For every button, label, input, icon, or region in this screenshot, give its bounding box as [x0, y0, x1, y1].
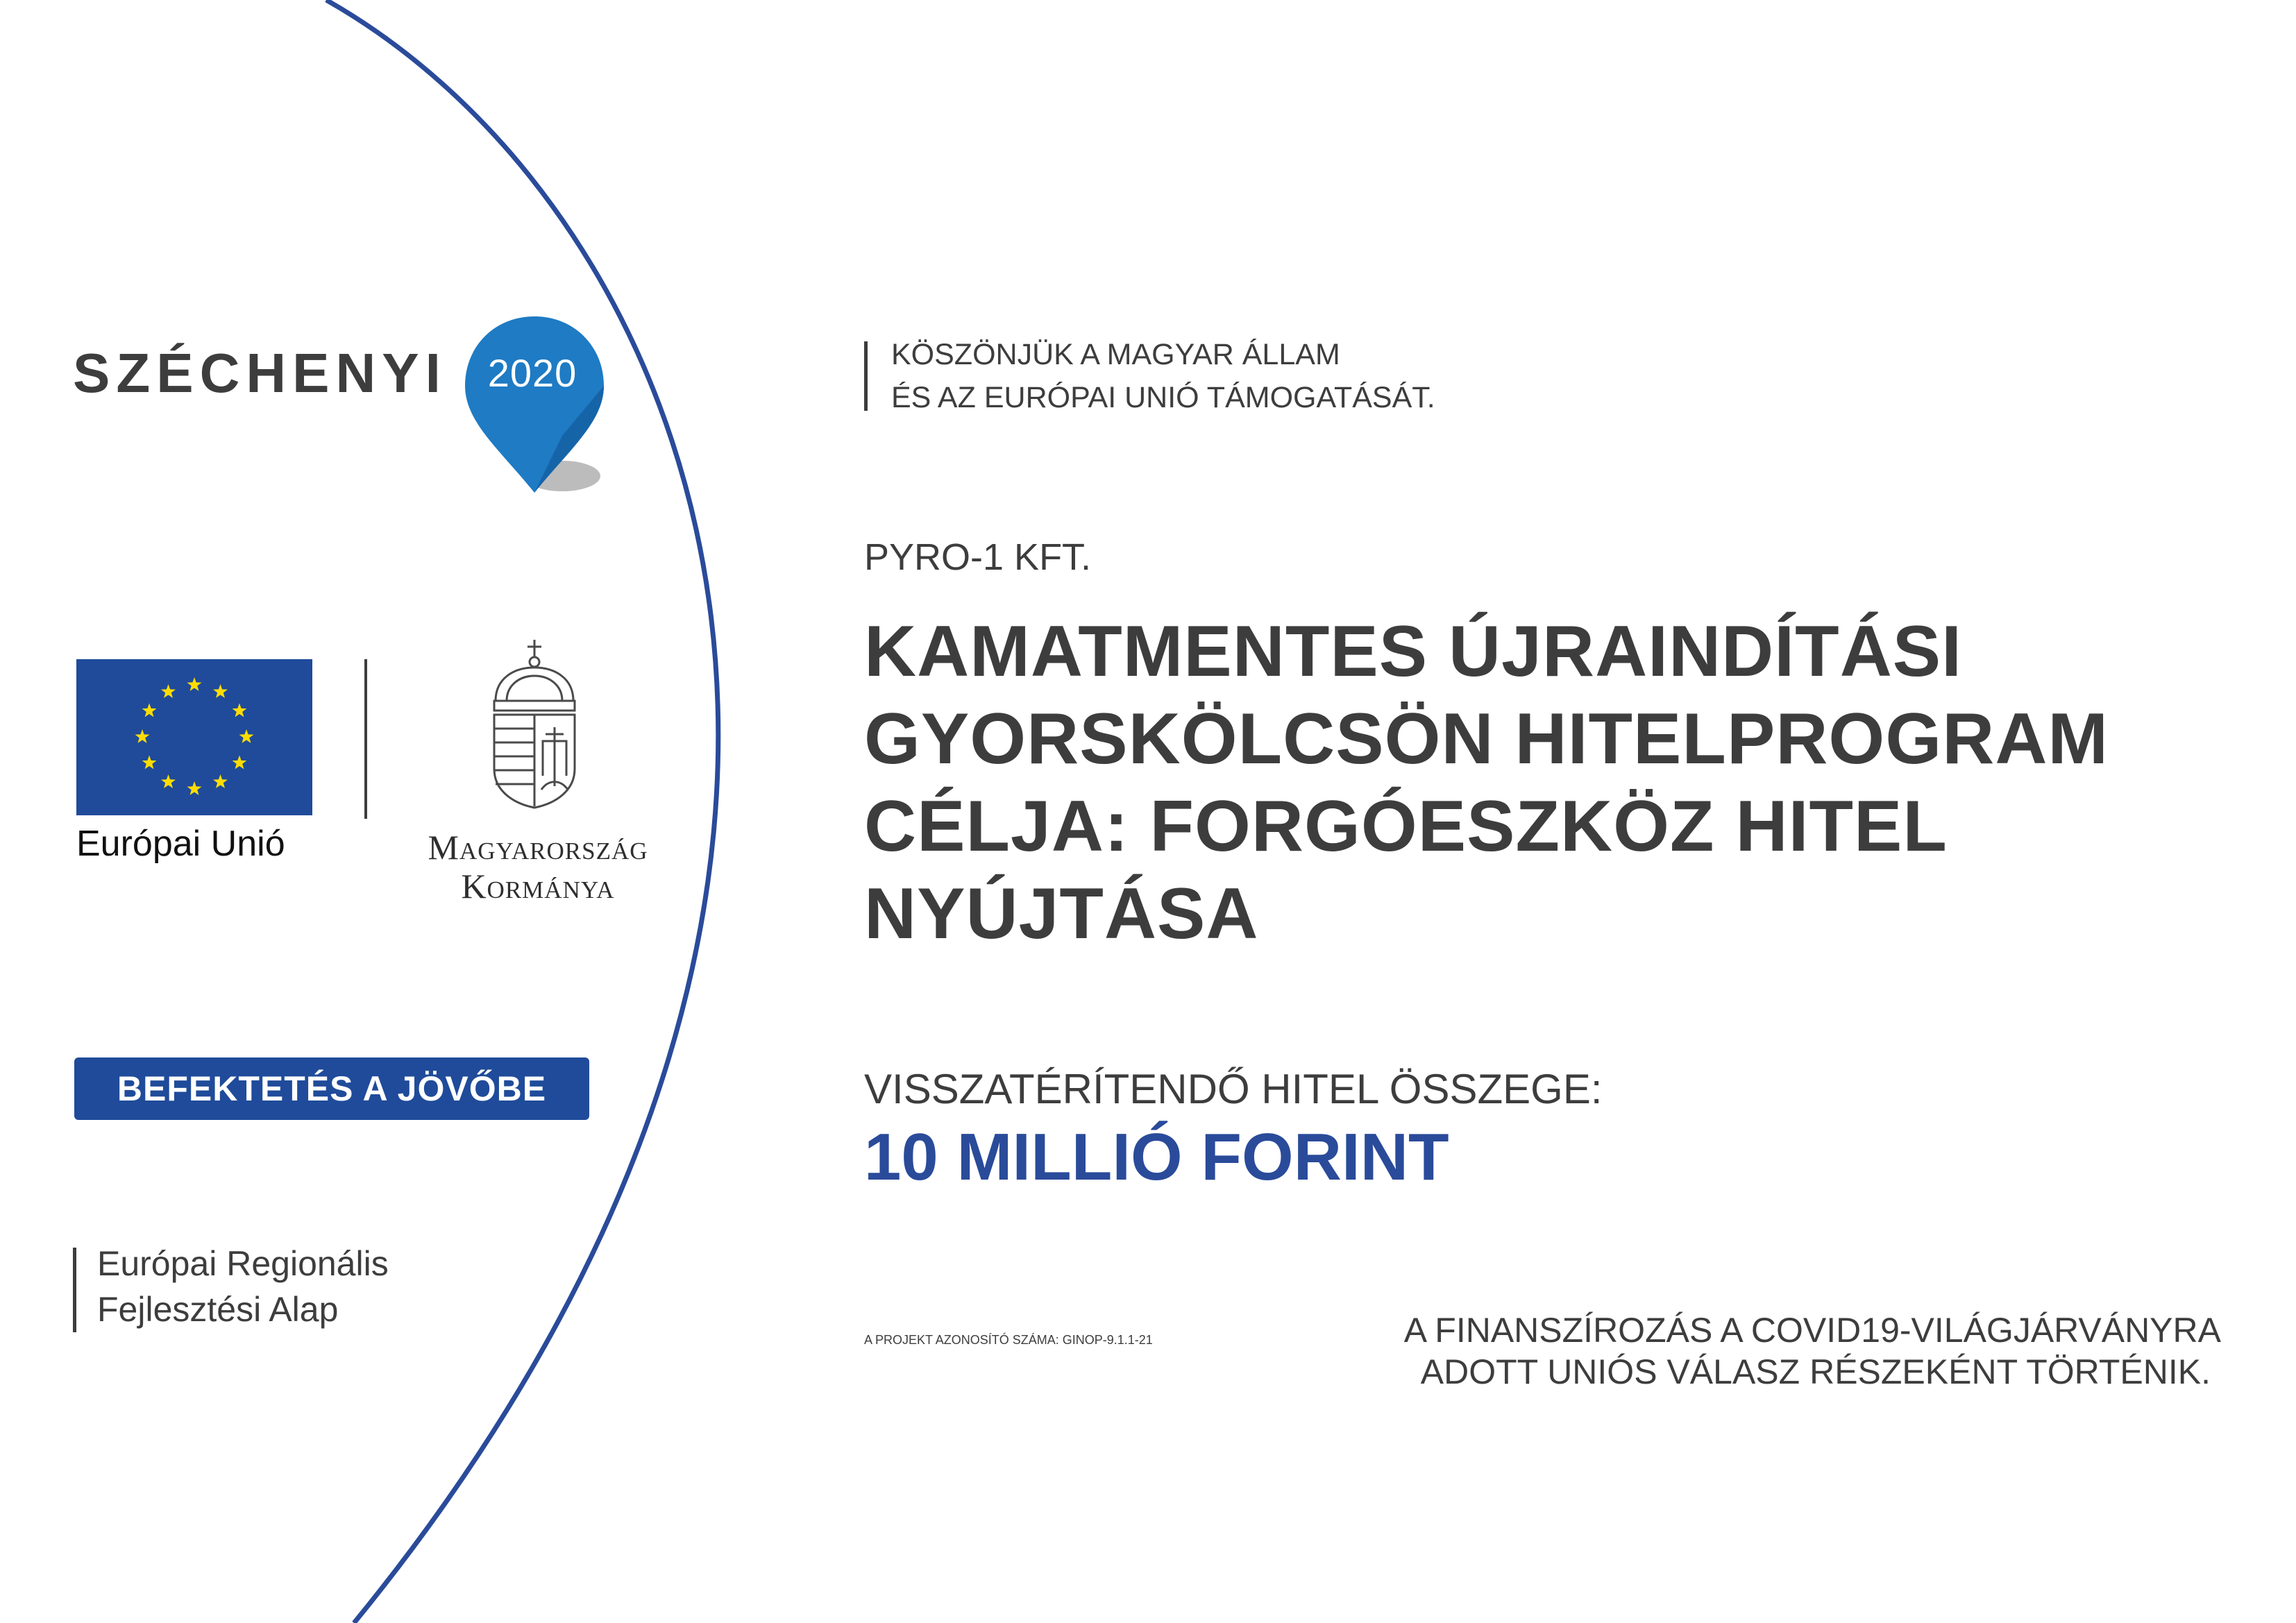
thanks-line1: KÖSZÖNJÜK A MAGYAR ÁLLAM: [891, 338, 1340, 371]
government-label-line2: Kormánya: [461, 867, 615, 906]
szechenyi-logo-word: SZÉCHENYI: [73, 342, 447, 404]
funding-note-line2: ADOTT UNIÓS VÁLASZ RÉSZEKÉNT TÖRTÉNIK.: [1420, 1352, 2211, 1391]
headline-line: CÉLJA: FORGÓESZKÖZ HITEL: [864, 786, 1948, 867]
loan-amount-value: 10 MILLIÓ FORINT: [864, 1120, 1449, 1194]
government-label-line1: Magyarország: [428, 828, 648, 867]
szechenyi-year: 2020: [487, 351, 577, 395]
project-id: A PROJEKT AZONOSÍTÓ SZÁMA: GINOP-9.1.1-21: [864, 1333, 1153, 1347]
eu-label: Európai Unió: [76, 824, 285, 864]
fund-label-line1: Európai Regionális: [97, 1244, 389, 1283]
fund-label-line2: Fejlesztési Alap: [97, 1290, 339, 1329]
logo-divider: [364, 659, 367, 819]
funding-note-line1: A FINANSZÍROZÁS A COVID19-VILÁGJÁRVÁNYRA: [1403, 1311, 2221, 1350]
headline-line: GYORSKÖLCSÖN HITELPROGRAM: [864, 699, 2109, 779]
investment-badge: [74, 1057, 589, 1120]
headline-line: NYÚJTÁSA: [864, 874, 1259, 954]
thanks-divider: [864, 341, 868, 411]
coat-of-arms-icon: [486, 637, 583, 810]
eu-flag-icon: [76, 659, 312, 815]
investment-badge-label: BEFEKTETÉS A JÖVŐBE: [117, 1069, 547, 1108]
location-pin-icon: [458, 311, 611, 498]
thanks-line2: ÉS AZ EURÓPAI UNIÓ TÁMOGATÁSÁT.: [891, 381, 1435, 414]
loan-amount-label: VISSZATÉRÍTENDŐ HITEL ÖSSZEGE:: [864, 1066, 1603, 1112]
project-headline: [864, 608, 2252, 958]
company-name: PYRO-1 KFT.: [864, 536, 1092, 578]
headline-line: KAMATMENTES ÚJRAINDÍTÁSI: [864, 611, 1963, 692]
fund-divider: [73, 1248, 76, 1332]
